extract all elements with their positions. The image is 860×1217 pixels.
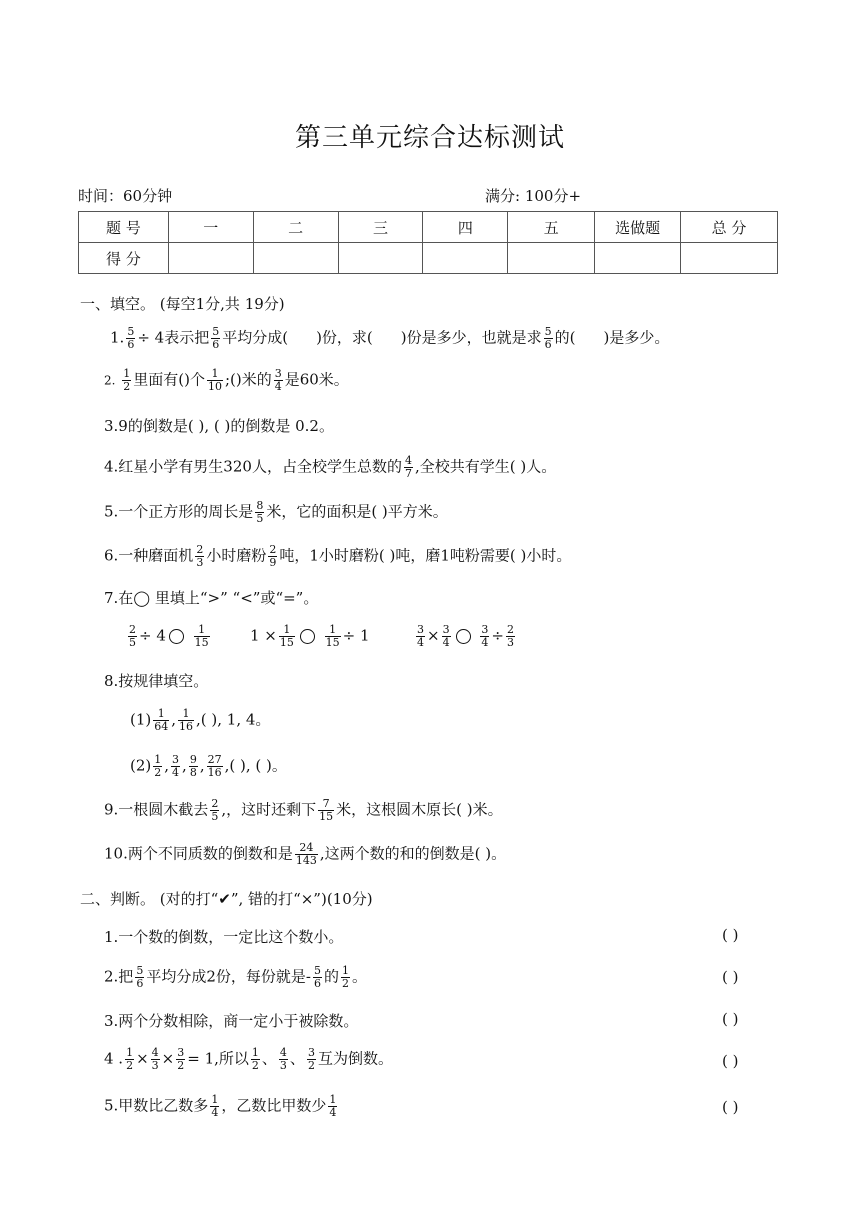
fraction: $\frac{1}{15}$ — [325, 623, 340, 649]
score-cell[interactable] — [338, 243, 423, 274]
question-1-1: 1. $\frac{5}{6}$ ÷ 4表示把 $\frac{5}{6}$ 平均分成( )份，求( )份是多少，也就是求 $\frac{5}{6}$ 的( )是多少。 — [110, 325, 670, 351]
question-2-1: 1.一个数的倒数，一定比这个数小。 — [104, 928, 344, 946]
fraction: $\frac{1}{4}$ — [211, 1093, 219, 1119]
fraction: $\frac{2}{3}$ — [506, 623, 514, 649]
question-1-5: 5.一个正方形的周长是 $\frac{8}{5}$ 米，它的面积是( )平方米。 — [104, 499, 448, 525]
answer-bracket[interactable]: ( ) — [722, 926, 739, 944]
question-2-2: 2.把 $\frac{5}{6}$ 平均分成2份，每份就是- $\frac{5}{6}$ 的 $\frac{1}{2}$ 。 — [104, 964, 367, 990]
question-1-2: 2. $\frac{1}{2}$ 里面有()个 $\frac{1}{10}$ ;()米的 $\frac{3}{4}$ 是60米。 — [104, 367, 349, 393]
score-cell[interactable] — [595, 243, 681, 274]
fraction: $\frac{2}{5}$ — [129, 623, 136, 649]
table-header-cell: 四 — [423, 212, 508, 243]
fraction: $\frac{5}{6}$ — [212, 325, 220, 351]
page-title: 第三单元综合达标测试 — [294, 123, 565, 153]
table-header-cell: 总 分 — [681, 212, 778, 243]
answer-bracket[interactable]: ( ) — [722, 1098, 739, 1116]
score-cell[interactable] — [423, 243, 508, 274]
fraction: $\frac{8}{5}$ — [256, 499, 264, 525]
section-heading: 一、填空。 (每空1分,共 19分) — [80, 295, 285, 313]
question-2-5: 5.甲数比乙数多 $\frac{1}{4}$ ，乙数比甲数少 $\frac{1}{4}$ — [104, 1093, 337, 1119]
fraction: $\frac{1}{2}$ — [123, 367, 131, 393]
compare-expression-1: $\frac{2}{5}$ ÷ 4 $\frac{1}{15}$ — [129, 623, 209, 649]
fraction: $\frac{7}{15}$ — [319, 797, 334, 823]
table-header-cell: 二 — [253, 212, 338, 243]
fraction: $\frac{1}{2}$ — [126, 1046, 134, 1072]
time-label: 时间：60分钟 — [78, 187, 173, 205]
fraction: $\frac{4}{3}$ — [151, 1046, 159, 1072]
fraction: $\frac{2}{5}$ — [211, 797, 219, 823]
score-label: 满分: 100分+ — [485, 187, 582, 205]
fraction: $\frac{5}{6}$ — [127, 325, 135, 351]
fraction: $\frac{4}{3}$ — [279, 1046, 287, 1072]
question-1-7: 7.在◯ 里填上“>” “<”或“=”。 — [104, 589, 319, 607]
question-1-10: 10.两个不同质数的倒数和是 $\frac{24}{143}$ ,这两个数的和的倒数是( )。 — [104, 841, 507, 867]
table-row-label: 得 分 — [79, 243, 169, 274]
answer-bracket[interactable]: ( ) — [722, 1010, 739, 1028]
fraction: $\frac{5}{6}$ — [544, 325, 552, 351]
fraction: $\frac{1}{15}$ — [279, 623, 294, 649]
table-header-cell: 一 — [168, 212, 253, 243]
question-1-8: 8.按规律填空。 — [104, 672, 209, 690]
table-header-cell: 五 — [508, 212, 595, 243]
fraction: $\frac{1}{10}$ — [207, 367, 222, 393]
score-table-header-row — [79, 212, 778, 243]
fraction: $\frac{1}{16}$ — [179, 707, 194, 733]
fraction: $\frac{3}{4}$ — [442, 623, 450, 649]
fraction: $\frac{24}{143}$ — [295, 841, 317, 867]
score-table — [78, 211, 778, 274]
score-cell[interactable] — [253, 243, 338, 274]
question-1-3: 3.9的倒数是( ), ( )的倒数是 0.2。 — [104, 417, 334, 435]
score-cell[interactable] — [681, 243, 778, 274]
sequence-1: (1) $\frac{1}{64}$ , $\frac{1}{16}$ ,( ), 1, 4。 — [130, 707, 271, 733]
fraction: $\frac{3}{2}$ — [307, 1046, 315, 1072]
fraction: $\frac{1}{2}$ — [251, 1046, 259, 1072]
fraction: $\frac{2}{3}$ — [196, 543, 204, 569]
fraction: $\frac{3}{4}$ — [172, 753, 180, 779]
section-heading: 二、判断。 (对的打“✔”, 错的打“×”)(10分) — [80, 890, 373, 908]
fraction: $\frac{3}{4}$ — [417, 623, 424, 649]
fraction: $\frac{1}{2}$ — [341, 964, 349, 990]
score-cell[interactable] — [508, 243, 595, 274]
fraction: $\frac{1}{64}$ — [154, 707, 169, 733]
question-1-4: 4.红星小学有男生320人，占全校学生总数的 $\frac{4}{7}$ ,全校共有学生( )人。 — [104, 454, 557, 480]
answer-circle[interactable] — [300, 629, 315, 644]
score-cell[interactable] — [168, 243, 253, 274]
answer-circle[interactable] — [169, 629, 184, 644]
question-1-6: 6.一种磨面机 $\frac{2}{3}$ 小时磨粉 $\frac{2}{9}$ 吨，1小时磨粉( )吨，磨1吨粉需要( )小时。 — [104, 543, 572, 569]
question-2-4: 4 . $\frac{1}{2}$ × $\frac{4}{3}$ × $\frac{3}{2}$ = 1,所以 $\frac{1}{2}$ 、 $\frac{4}{3}$ 、 $\frac{3}{2}$ 互为倒数。 — [104, 1046, 393, 1072]
fraction: $\frac{3}{4}$ — [274, 367, 282, 393]
question-1-9: 9.一根圆木截去 $\frac{2}{5}$ ,，这时还剩下 $\frac{7}{15}$ 米，这根圆木原长( )米。 — [104, 797, 503, 823]
compare-expression-3: $\frac{3}{4}$ × $\frac{3}{4}$ $\frac{3}{4}$ ÷ $\frac{2}{3}$ — [417, 623, 514, 649]
fraction: $\frac{1}{4}$ — [329, 1093, 337, 1119]
fraction: $\frac{5}{6}$ — [136, 964, 144, 990]
compare-expression-2: 1 × $\frac{1}{15}$ $\frac{1}{15}$ ÷ 1 — [250, 623, 370, 649]
fraction: $\frac{9}{8}$ — [189, 753, 197, 779]
table-header-cell: 题 号 — [79, 212, 169, 243]
answer-circle[interactable] — [456, 629, 471, 644]
table-header-cell: 选做题 — [595, 212, 681, 243]
sequence-2: (2) $\frac{1}{2}$ , $\frac{3}{4}$ , $\frac{9}{8}$ , $\frac{27}{16}$ ,( ), ( )。 — [130, 753, 287, 779]
fraction: $\frac{1}{2}$ — [154, 753, 162, 779]
score-table-score-row — [79, 243, 778, 274]
answer-bracket[interactable]: ( ) — [722, 1052, 739, 1070]
answer-bracket[interactable]: ( ) — [722, 968, 739, 986]
fraction: $\frac{2}{9}$ — [269, 543, 277, 569]
fraction: $\frac{3}{2}$ — [177, 1046, 185, 1072]
fraction: $\frac{1}{15}$ — [194, 623, 209, 649]
table-header-cell: 三 — [338, 212, 423, 243]
fraction: $\frac{3}{4}$ — [481, 623, 489, 649]
fraction: $\frac{5}{6}$ — [313, 964, 321, 990]
question-2-3: 3.两个分数相除，商一定小于被除数。 — [104, 1012, 359, 1030]
fraction: $\frac{27}{16}$ — [207, 753, 222, 779]
fraction: $\frac{4}{7}$ — [404, 454, 412, 480]
